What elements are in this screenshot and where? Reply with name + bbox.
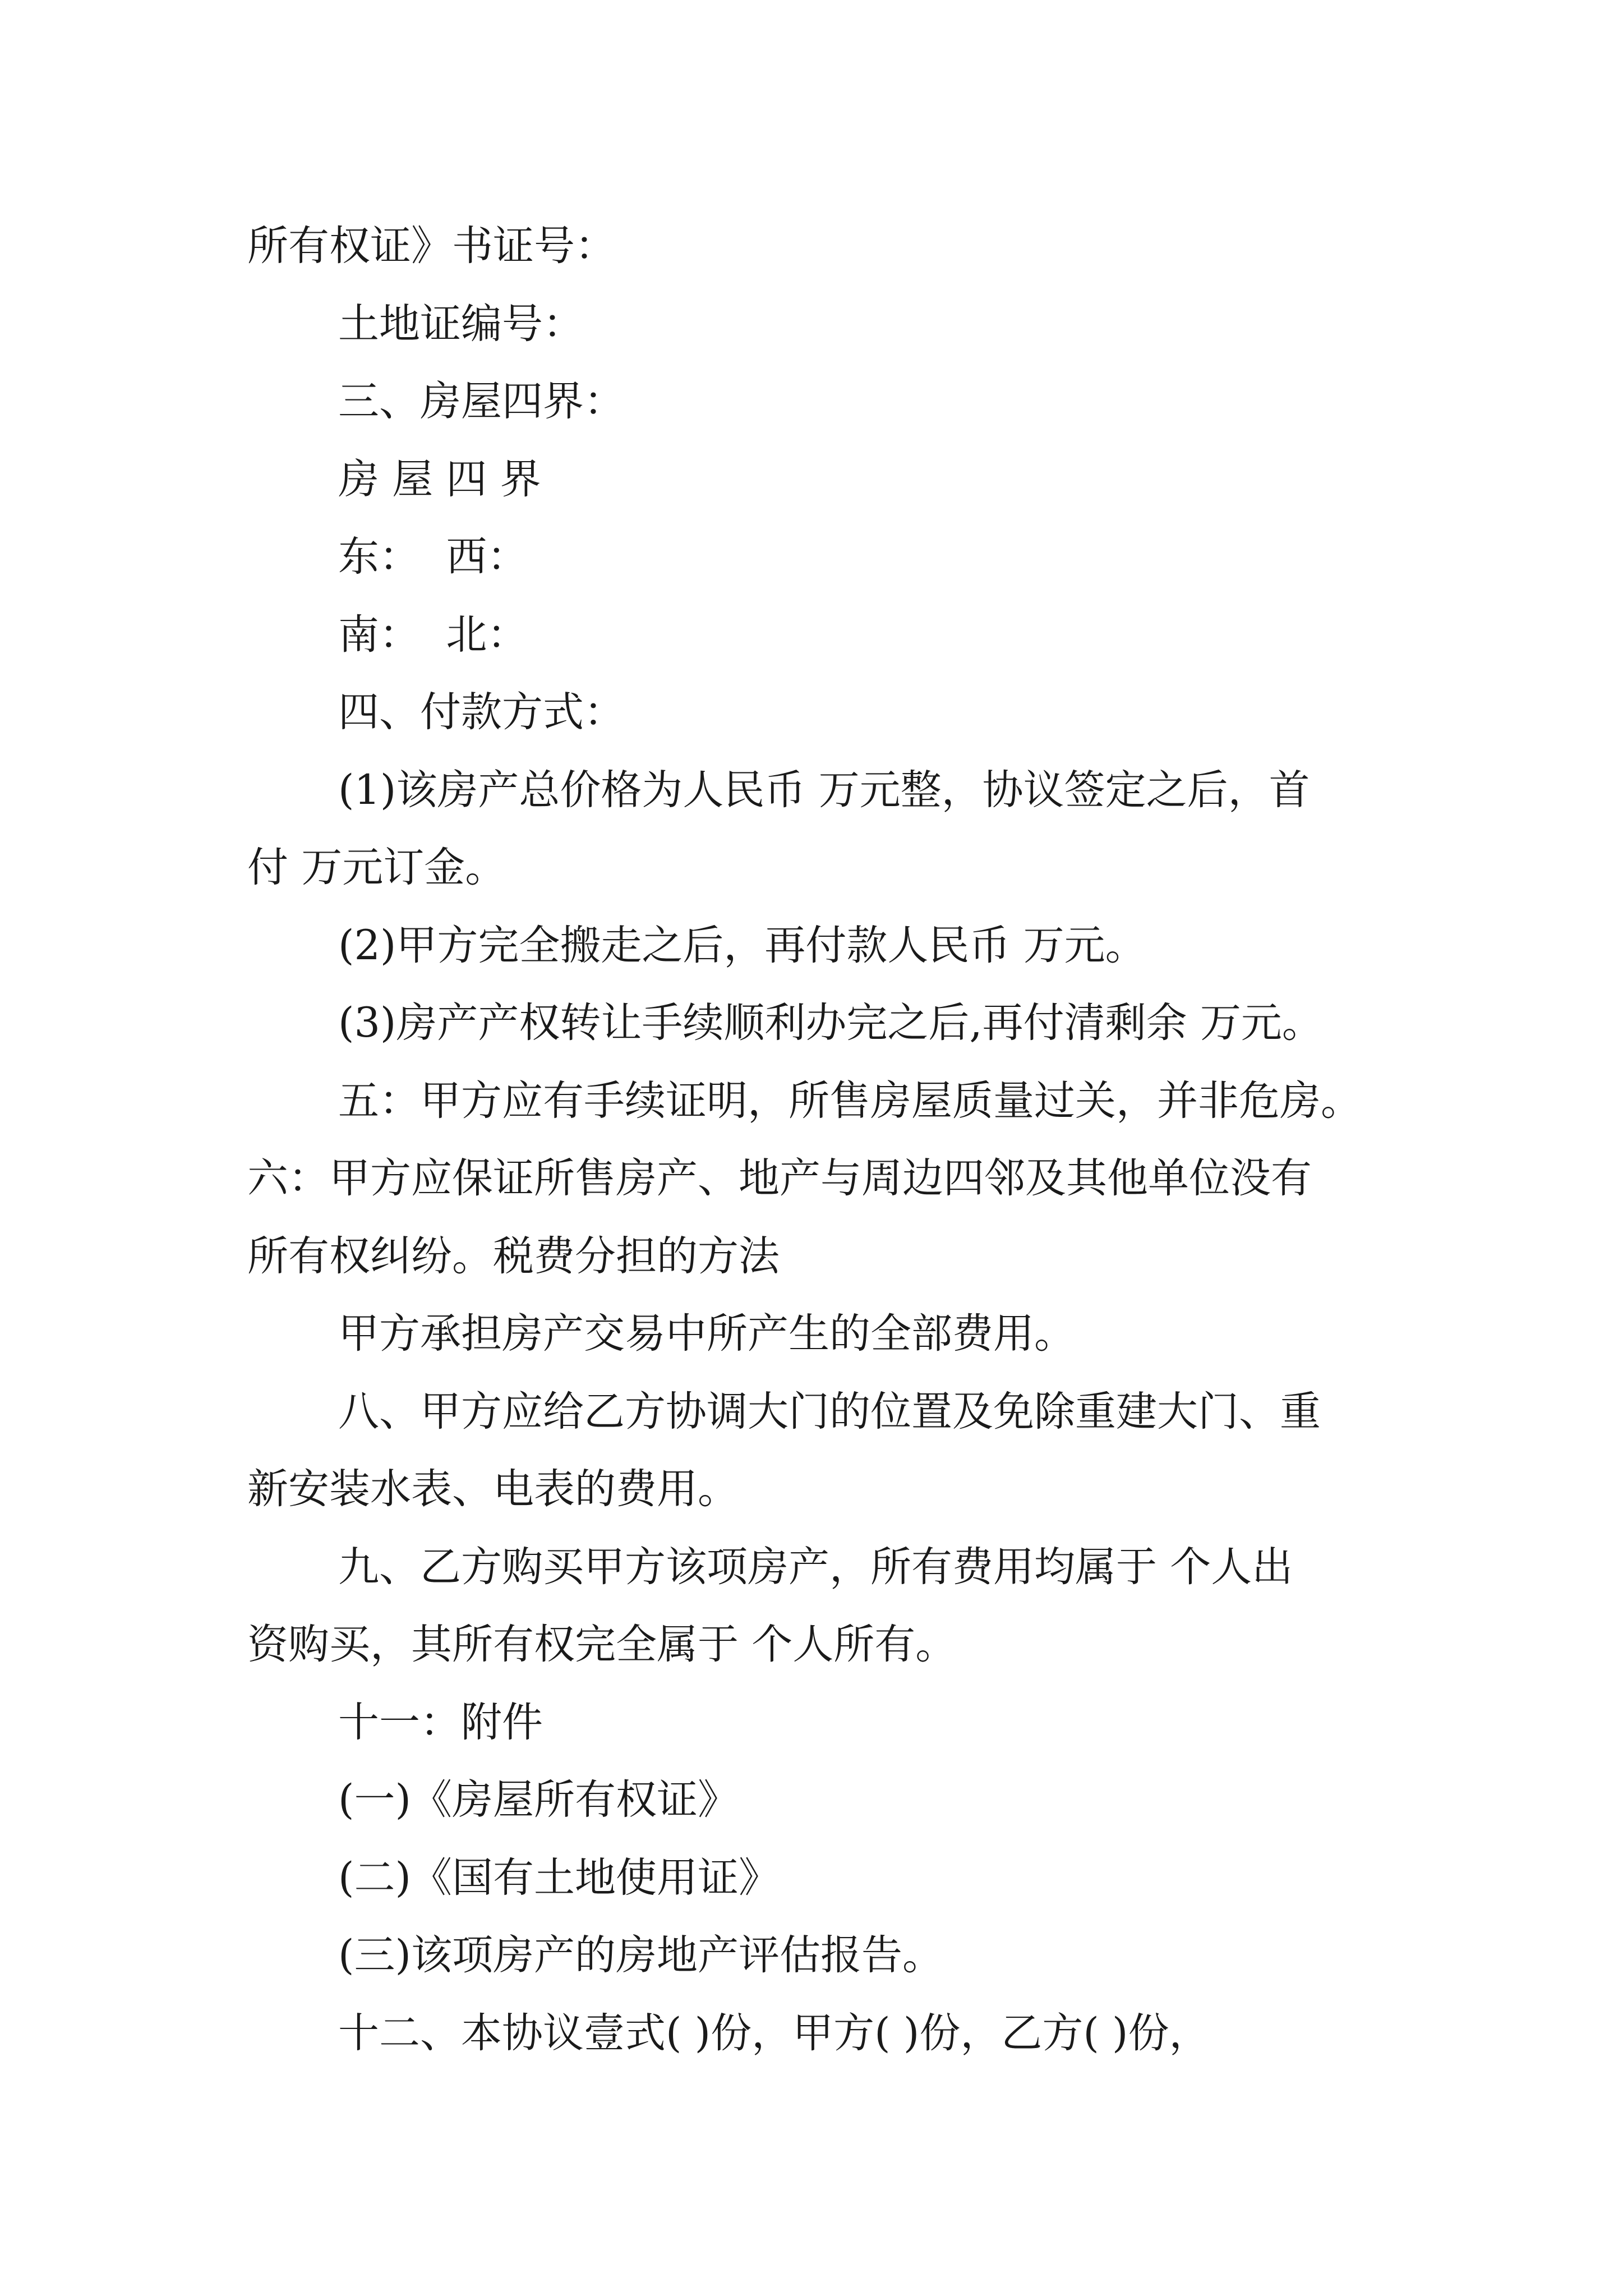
document-line: 三、房屋四界： [338,378,625,425]
document-line: 六：甲方应保证所售房产、地产与周边四邻及其他单位没有 [247,1154,1312,1202]
document-line: (二)《国有土地使用证》 [338,1853,780,1902]
document-line: (一)《房屋所有权证》 [338,1776,739,1824]
document-line: 所有权证》书证号： [247,222,616,270]
document-line: 五：甲方应有手续证明，所售房屋质量过关，并非危房。 [338,1076,1362,1125]
document-line: 九、乙方购买甲方该项房产，所有费用均属于 个人出 [338,1543,1293,1591]
document-line: 资购买，其所有权完全属于 个人所有。 [247,1621,957,1668]
document-line: 东： 西： [338,533,528,581]
document-line: (三)该项房产的房地产评估报告。 [338,1931,943,1979]
document-line: 新安装水表、电表的费用。 [247,1465,739,1513]
document-line: 甲方承担房产交易中所产生的全部费用。 [338,1310,1075,1358]
document-line: 八、甲方应给乙方协调大门的位置及免除重建大门、重 [338,1387,1321,1435]
document-line: 南： 北： [338,610,528,659]
document-line: 房 屋 四 界 [338,455,541,503]
document-line: (2)甲方完全搬走之后，再付款人民币 万元。 [338,921,1146,969]
document-line: 十一：附件 [338,1698,543,1746]
document-line: 十二、本协议壹式( )份，甲方( )份，乙方( )份， [338,2009,1210,2057]
document-line: 付 万元订金。 [247,844,506,891]
document-line: (1)该房产总价格为人民币 万元整，协议签定之后，首 [338,766,1310,814]
document-line: (3)房产产权转让手续顺利办完之后,再付清剩余 万元。 [338,999,1323,1047]
document-line: 所有权纠纷。税费分担的方法 [247,1232,780,1280]
document-line: 土地证编号： [338,300,584,348]
document-line: 四、付款方式： [338,688,625,736]
document-body [247,208,1391,2072]
